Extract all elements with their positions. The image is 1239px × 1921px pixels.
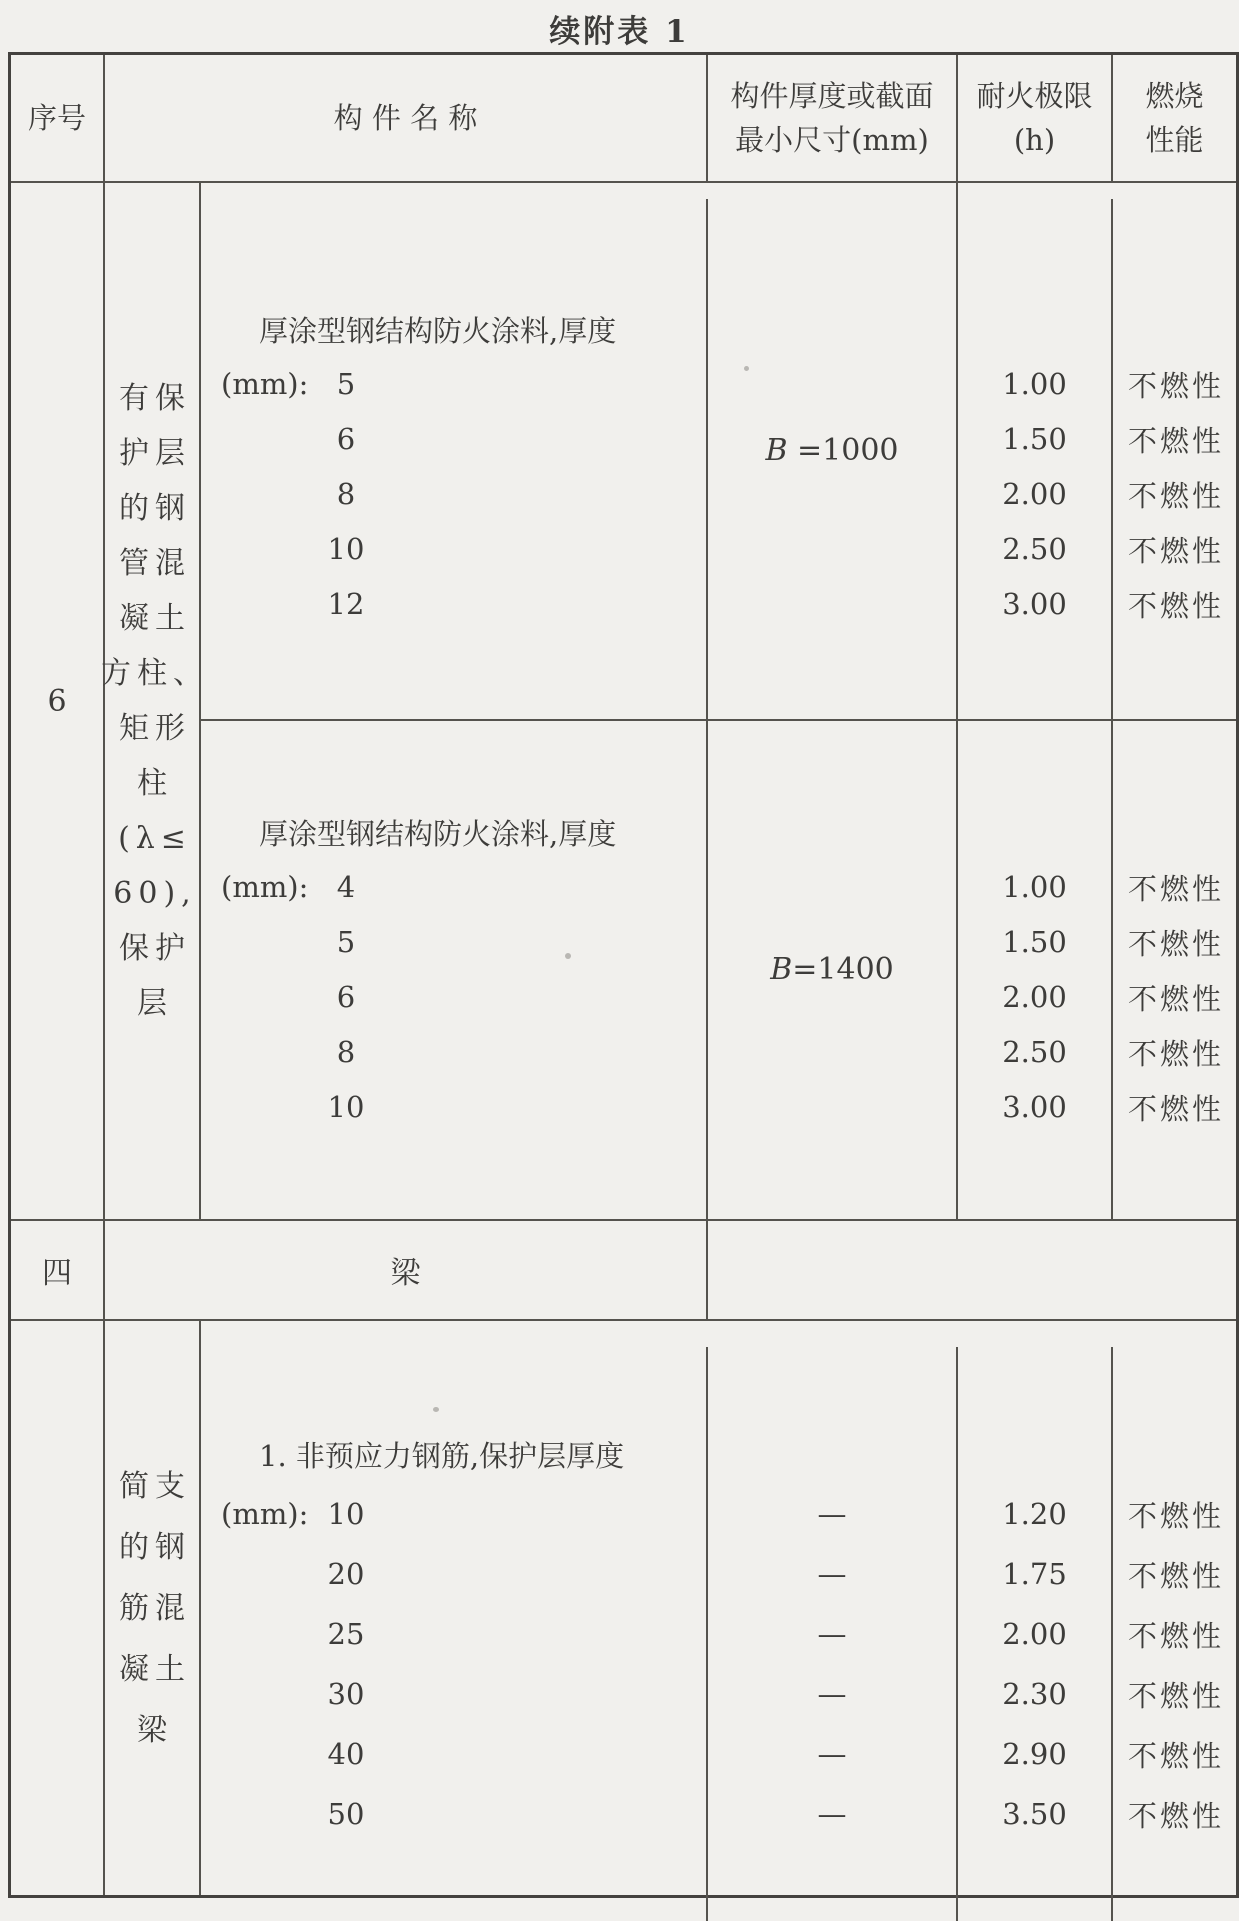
rowfour-name-cell [105, 1221, 708, 1319]
fire-limit-value: 2.90 [1002, 1737, 1067, 1771]
beam-serial-cell [11, 1321, 105, 1895]
size-dash: — [817, 1677, 847, 1711]
table-row-6 [11, 183, 1236, 1221]
block1-combustion-cell [1113, 199, 1236, 735]
row6-name-line: 保护 [119, 931, 191, 966]
mm-value: 10 [327, 532, 365, 567]
block2-mm-line [201, 1080, 706, 1135]
combustion-value: 不燃性 [1127, 1498, 1224, 1533]
beam-heading: 1. 非预应力钢筋,保护层厚度 [259, 1438, 625, 1473]
block1-mm-line [201, 467, 706, 522]
block2-size-value [770, 952, 894, 987]
row6-name-line: (λ≤ [118, 821, 192, 856]
size-dash: — [817, 1497, 847, 1531]
size-dash: — [817, 1557, 847, 1591]
mm-value: 10 [327, 1497, 365, 1531]
size-symbol: B [765, 433, 788, 469]
header-combustion-line1: 燃烧 [1145, 79, 1204, 113]
mm-value: 20 [327, 1557, 365, 1591]
block2-limit-cell [958, 721, 1113, 1219]
beam-name-line: 简支 [119, 1468, 191, 1504]
rowfour-name: 梁 [390, 1256, 421, 1291]
fire-limit-value: 3.00 [1002, 587, 1067, 622]
row6-component-name-cell [101, 183, 209, 1219]
combustion-value: 不燃性 [1127, 1798, 1224, 1833]
row6-name-line: 有保 [119, 381, 191, 416]
row6-serial: 6 [47, 683, 67, 719]
mm-value: 50 [327, 1797, 365, 1831]
fire-limit-value: 2.00 [1002, 1617, 1067, 1651]
beam-mm-line [201, 1544, 706, 1604]
combustion-value: 不燃性 [1127, 871, 1224, 906]
size-number: =1000 [787, 433, 899, 469]
beam-combustion-cell [1113, 1347, 1236, 1921]
header-name-label: 构 件 名 称 [333, 101, 478, 135]
block2-size-cell [708, 721, 958, 1219]
block1-mm-line [201, 412, 706, 467]
beam-mm-line [201, 1484, 706, 1544]
block1-heading: 厚涂型钢结构防火涂料,厚度 [259, 313, 617, 348]
combustion-value: 不燃性 [1127, 1091, 1224, 1126]
mm-prefix: (mm): [221, 870, 309, 905]
mm-value: 5 [336, 367, 356, 402]
rowfour-empty-cell [708, 1221, 1236, 1319]
combustion-value: 不燃性 [1127, 423, 1224, 458]
row6-name-line: 方柱、 [101, 656, 209, 691]
table-header-row [11, 55, 1236, 183]
combustion-value: 不燃性 [1127, 1036, 1224, 1071]
mm-value: 6 [336, 422, 356, 457]
row6-name-line: 矩形 [119, 711, 191, 746]
size-number: =1400 [792, 952, 894, 988]
combustion-value: 不燃性 [1127, 588, 1224, 623]
mm-value: 4 [336, 870, 356, 905]
beam-mm-line [201, 1664, 706, 1724]
row6-serial-cell [11, 183, 105, 1219]
mm-value: 8 [336, 477, 356, 512]
mm-value: 25 [327, 1617, 365, 1651]
fire-limit-value: 1.00 [1002, 367, 1067, 402]
header-size-line1: 构件厚度或截面 [730, 79, 934, 113]
beam-mm-line [201, 1604, 706, 1664]
mm-value: 10 [327, 1090, 365, 1125]
beam-mm-line [201, 1724, 706, 1784]
combustion-value: 不燃性 [1127, 926, 1224, 961]
rowfour-serial-cell [11, 1221, 105, 1319]
combustion-value: 不燃性 [1127, 1738, 1224, 1773]
mm-value: 5 [336, 925, 356, 960]
size-dash: — [817, 1797, 847, 1831]
block1-size-value [765, 433, 898, 468]
header-size-line2: 最小尺寸(mm) [735, 123, 929, 157]
block1-description-cell [201, 199, 708, 735]
mm-value: 30 [327, 1677, 365, 1711]
beam-name-cell [105, 1321, 201, 1895]
scan-speck [433, 1407, 439, 1412]
combustion-value: 不燃性 [1127, 533, 1224, 568]
beam-description-cell [201, 1347, 708, 1921]
header-serial-label: 序号 [27, 101, 86, 135]
mm-value: 12 [327, 587, 365, 622]
block2-mm-line [201, 1025, 706, 1080]
mm-prefix: (mm): [221, 367, 309, 402]
beam-name-line: 梁 [137, 1712, 173, 1748]
header-combustion [1113, 55, 1236, 181]
fire-limit-value: 3.00 [1002, 1090, 1067, 1125]
combustion-value: 不燃性 [1127, 1558, 1224, 1593]
fire-resistance-table [8, 52, 1239, 1898]
mm-prefix: (mm): [221, 1497, 309, 1531]
row6-name-line: 柱 [137, 766, 173, 801]
fire-limit-value: 3.50 [1002, 1797, 1067, 1831]
row6-block-b1000 [201, 183, 1236, 719]
fire-limit-value: 1.20 [1002, 1497, 1067, 1531]
beam-name-line: 的钢 [119, 1529, 191, 1565]
fire-limit-value: 2.30 [1002, 1677, 1067, 1711]
block2-mm-line [201, 915, 706, 970]
row6-name-line: 管混 [119, 546, 191, 581]
combustion-value: 不燃性 [1127, 1678, 1224, 1713]
table-row-four [11, 1221, 1236, 1321]
row6-name-line: 凝土 [119, 601, 191, 636]
row6-block-b1400 [201, 719, 1236, 1219]
header-fire-limit [958, 55, 1113, 181]
combustion-value: 不燃性 [1127, 981, 1224, 1016]
size-dash: — [817, 1737, 847, 1771]
header-serial [11, 55, 105, 181]
header-size [708, 55, 958, 181]
row6-sub-blocks [201, 183, 1236, 1219]
combustion-value: 不燃性 [1127, 478, 1224, 513]
beam-mm-line [201, 1784, 706, 1844]
fire-limit-value: 2.00 [1002, 477, 1067, 512]
fire-limit-value: 2.00 [1002, 980, 1067, 1015]
scan-speck [565, 953, 571, 959]
block2-description-cell [201, 721, 708, 1219]
header-limit-line1: 耐火极限 [976, 79, 1093, 113]
fire-limit-value: 2.50 [1002, 532, 1067, 567]
block1-size-cell [708, 183, 958, 719]
size-dash: — [817, 1617, 847, 1651]
rowfour-serial: 四 [42, 1256, 72, 1291]
fire-limit-value: 1.50 [1002, 925, 1067, 960]
scan-speck [744, 366, 749, 371]
mm-value: 6 [336, 980, 356, 1015]
combustion-value: 不燃性 [1127, 368, 1224, 403]
header-limit-line2: (h) [1013, 123, 1056, 157]
row6-name-line: 60), [113, 876, 197, 911]
block1-limit-cell [958, 199, 1113, 735]
mm-value: 40 [327, 1737, 365, 1771]
header-combustion-line2: 性能 [1145, 123, 1204, 157]
block1-mm-line [201, 522, 706, 577]
row6-name-line: 的钢 [119, 491, 191, 526]
fire-limit-value: 2.50 [1002, 1035, 1067, 1070]
fire-limit-value: 1.00 [1002, 870, 1067, 905]
block1-mm-line [201, 357, 706, 412]
page-title: 续附表 1 [549, 14, 690, 50]
beam-limit-cell [958, 1347, 1113, 1921]
block2-combustion-cell [1113, 721, 1236, 1219]
row6-name-line: 护层 [119, 436, 191, 471]
block2-heading: 厚涂型钢结构防火涂料,厚度 [259, 816, 617, 851]
fire-limit-value: 1.75 [1002, 1557, 1067, 1591]
table-row-beam [11, 1321, 1236, 1895]
fire-limit-value: 1.50 [1002, 422, 1067, 457]
beam-name-line: 筋混 [119, 1590, 191, 1626]
size-symbol: B [770, 952, 793, 988]
block1-mm-line [201, 577, 706, 632]
mm-value: 8 [336, 1035, 356, 1070]
combustion-value: 不燃性 [1127, 1618, 1224, 1653]
block2-mm-line [201, 970, 706, 1025]
beam-size-cell [708, 1347, 958, 1921]
beam-name-line: 凝土 [119, 1651, 191, 1687]
header-component-name [105, 55, 708, 181]
row6-name-line: 层 [137, 986, 173, 1021]
block2-mm-line [201, 860, 706, 915]
